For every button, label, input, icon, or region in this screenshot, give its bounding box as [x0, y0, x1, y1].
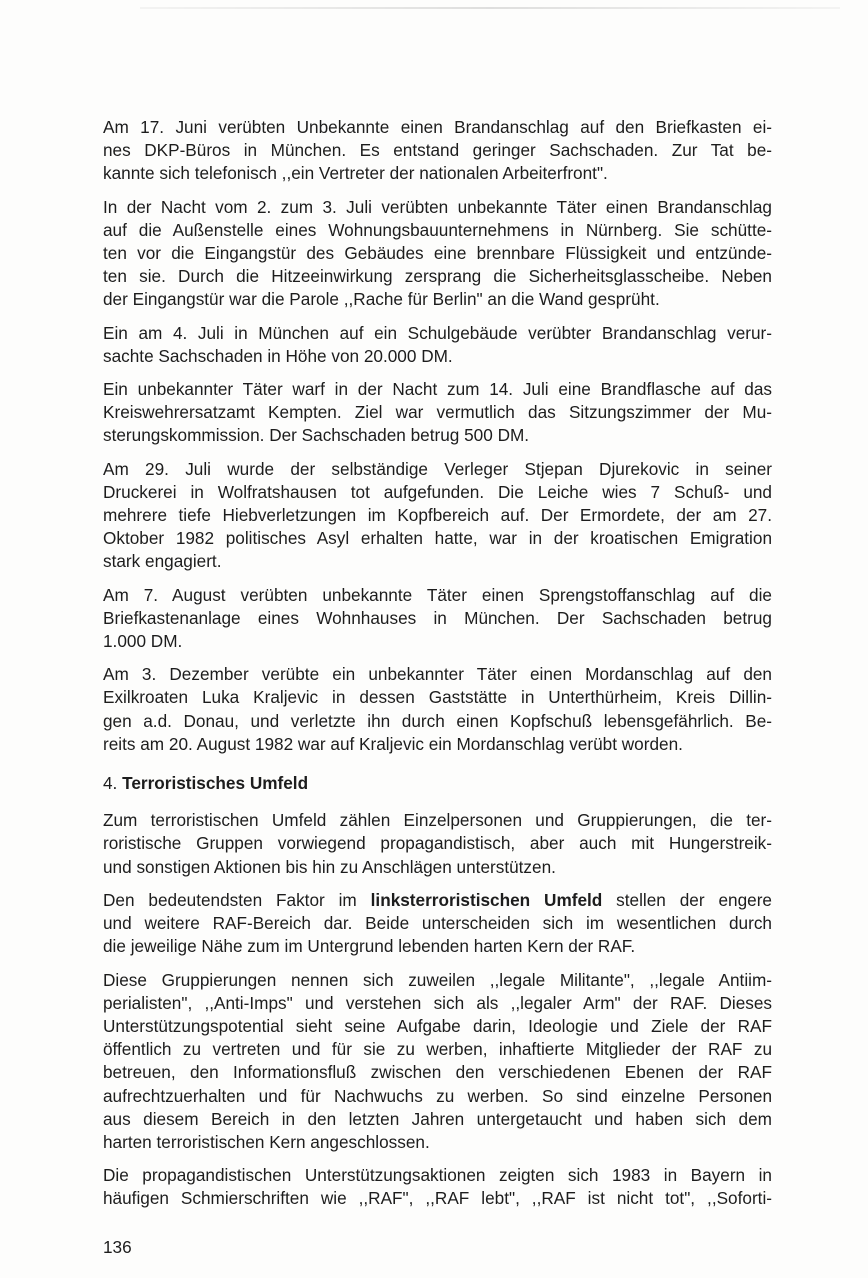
paragraph-nuremberg-arson — [103, 196, 772, 312]
text-line: Ein unbekannter Täter warf in der Nacht zum 14. Juli eine Brandflasche auf das — [103, 379, 772, 400]
text-line: In der Nacht vom 2. zum 3. Juli verübten unbekannte Täter einen Brandanschlag — [103, 196, 772, 217]
page-body — [103, 116, 772, 1221]
text-line: kannte sich telefonisch ,,ein Vertreter der nationalen Arbeiterfront". — [103, 163, 608, 184]
paragraph-umfeld-definition — [103, 809, 772, 879]
text-line: Zum terroristischen Umfeld zählen Einzelpersonen und Gruppierungen, die ter- — [103, 810, 772, 831]
text-line: Kreiswehrersatzamt Kempten. Ziel war vermutlich das Sitzungszimmer der Mu- — [103, 402, 772, 423]
bold-term: linksterroristischen Umfeld — [370, 889, 603, 910]
text-line: öffentlich zu vertreten und für sie zu werben, inhaftierte Mitglieder der RAF zu — [103, 1039, 772, 1060]
text-line: die jeweilige Nähe zum im Untergrund lebenden harten Kern der RAF. — [103, 936, 636, 957]
text-line: Am 17. Juni verübten Unbekannte einen Brandanschlag auf den Briefkasten ei- — [103, 117, 772, 137]
text-line: perialisten", ,,Anti-Imps" und verstehen sich als ,,legaler Arm" der RAF. Dieses — [103, 992, 772, 1013]
text-line: nes DKP-Büros in München. Es entstand geringer Sachschaden. Zur Tat be- — [103, 140, 772, 161]
text-line: gen a.d. Donau, und verletzte ihn durch einen Kopfschuß lebensgefährlich. Be- — [103, 710, 772, 731]
text-line: Am 7. August verübten unbekannte Täter einen Sprengstoffanschlag auf die — [103, 584, 772, 605]
page-number: 136 — [103, 1237, 132, 1257]
paragraph-djurekovic-murder — [103, 458, 772, 574]
text-line: sachte Sachschaden in Höhe von 20.000 DM. — [103, 345, 453, 366]
text-line: Briefkastenanlage eines Wohnhauses in München. Der Sachschaden betrug — [103, 607, 772, 628]
text-line: reits am 20. August 1982 war auf Kraljevic ein Mordanschlag verübt worden. — [103, 733, 683, 754]
paragraph-kraljevic-attack — [103, 663, 772, 756]
text-line: Exilkroaten Luka Kraljevic in dessen Gaststätte in Unterthürheim, Kreis Dillin- — [103, 687, 772, 708]
paragraph-explosive-attack — [103, 584, 772, 654]
text-line: Ein am 4. Juli in München auf ein Schulgebäude verübter Brandanschlag verur- — [103, 322, 772, 343]
text-line: Druckerei in Wolfratshausen tot aufgefunden. Die Leiche wies 7 Schuß- und — [103, 481, 772, 502]
paragraph-school-arson — [103, 322, 772, 368]
paragraph-raf-area — [103, 889, 772, 959]
paragraph-dkp-office-arson — [103, 116, 772, 186]
paragraph-propaganda-actions — [103, 1164, 772, 1210]
text-line: Am 29. Juli wurde der selbständige Verleger Stjepan Djurekovic in seiner — [103, 458, 772, 479]
text-line: ten sie. Durch die Hitzeeinwirkung zersprang die Sicherheitsglasscheibe. Neben — [103, 266, 772, 287]
text-line: Am 3. Dezember verübte ein unbekannter Täter einen Mordanschlag auf den — [103, 664, 772, 685]
paragraph-support-groups — [103, 969, 772, 1155]
text-line: mehrere tiefe Hiebverletzungen im Kopfbereich auf. Der Ermordete, der am 27. — [103, 505, 772, 526]
text-line: aufrechtzuerhalten und für Nachwuchs zu werben. So sind einzelne Personen — [103, 1085, 772, 1106]
text-line: Diese Gruppierungen nennen sich zuweilen ,,legale Militante", ,,legale Antiim- — [103, 969, 772, 990]
section-heading — [103, 772, 772, 795]
text-line: harten terroristischen Kern angeschlossen. — [103, 1131, 430, 1152]
text-line: betreuen, den Informationsfluß zwischen den verschiedenen Ebenen der RAF — [103, 1062, 772, 1083]
text-line: häufigen Schmierschriften wie ,,RAF", ,,RAF lebt", ,,RAF ist nicht tot", ,,Soforti- — [103, 1188, 772, 1209]
text-line: sterungskommission. Der Sachschaden betrug 500 DM. — [103, 425, 530, 446]
paragraph-kempten-firebomb — [103, 378, 772, 448]
text-line: der Eingangstür war die Parole ,,Rache für Berlin" an die Wand gesprüht. — [103, 289, 660, 310]
text-run: stellen der engere — [602, 889, 772, 910]
text-line: Oktober 1982 politisches Asyl erhalten hatte, war in der kroatischen Emigration — [103, 528, 772, 549]
scan-edge-rule — [140, 7, 840, 9]
text-line: und weitere RAF-Bereich dar. Beide unterscheiden sich im wesentlichen durch — [103, 913, 772, 934]
section-title: Terroristisches Umfeld — [122, 773, 309, 794]
section-number: 4. — [103, 773, 118, 794]
text-line: und sonstigen Aktionen bis hin zu Anschlägen unterstützen. — [103, 856, 556, 877]
text-line: stark engagiert. — [103, 551, 222, 572]
text-run: Den bedeutendsten Faktor im — [103, 889, 371, 910]
text-line: Unterstützungspotential sieht seine Aufgabe darin, Ideologie und Ziele der RAF — [103, 1015, 772, 1036]
text-line: Die propagandistischen Unterstützungsaktionen zeigten sich 1983 in Bayern in — [103, 1165, 772, 1186]
text-line: auf die Außenstelle eines Wohnungsbauunternehmens in Nürnberg. Sie schütte- — [103, 219, 772, 240]
text-line: ten vor die Eingangstür des Gebäudes eine brennbare Flüssigkeit und entzünde- — [103, 243, 772, 264]
text-line: 1.000 DM. — [103, 631, 183, 652]
text-line: roristische Gruppen vorwiegend propagandistisch, aber auch mit Hungerstreik- — [103, 833, 772, 854]
text-line — [103, 889, 772, 912]
text-line: aus diesem Bereich in den letzten Jahren untergetaucht und haben sich dem — [103, 1108, 772, 1129]
